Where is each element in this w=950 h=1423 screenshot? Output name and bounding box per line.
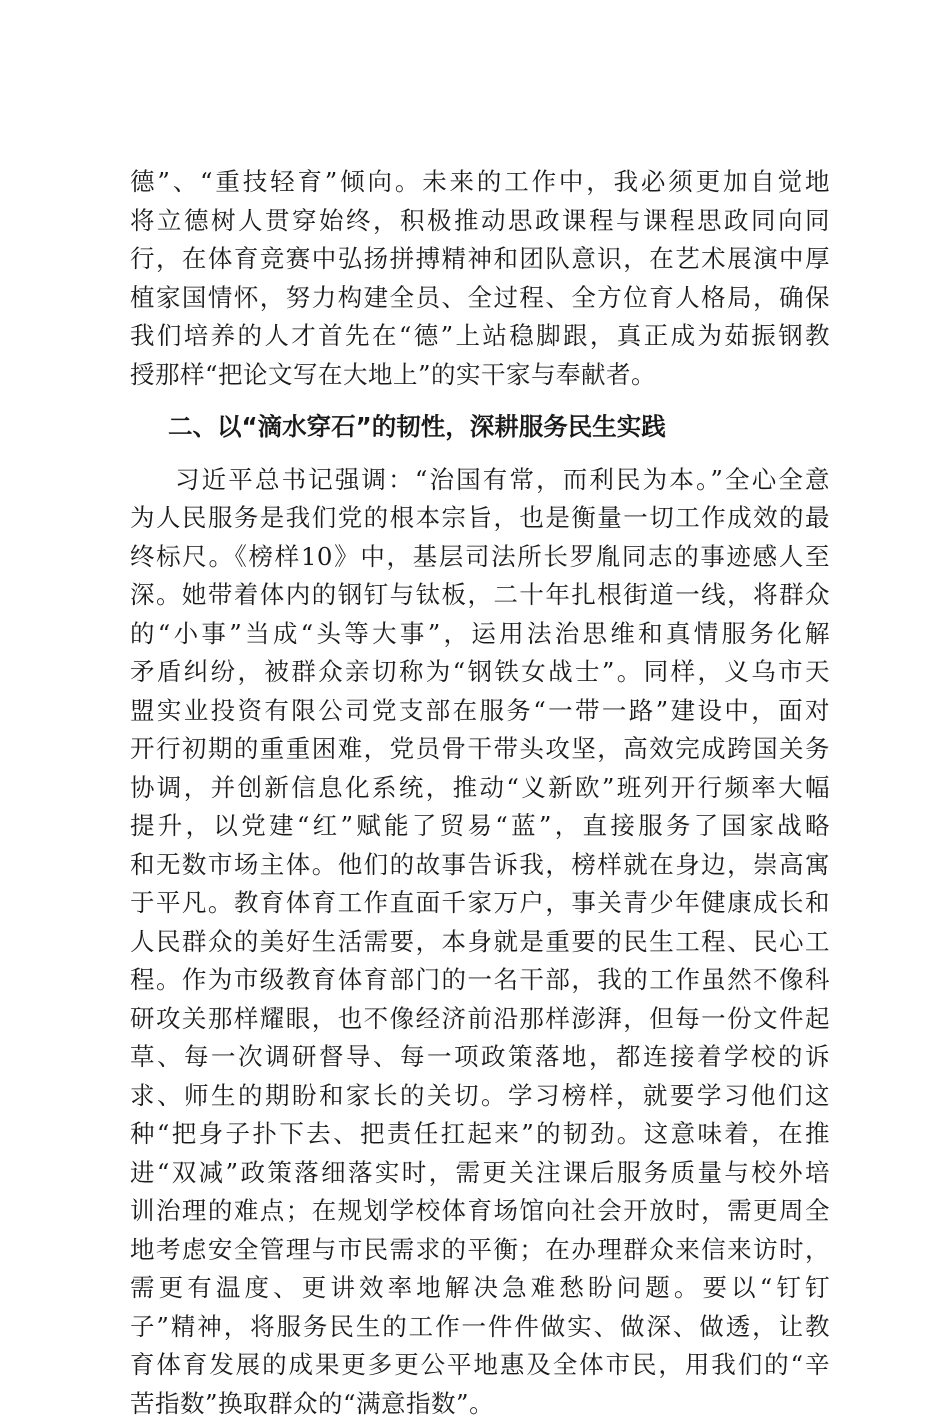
paragraph-line: 需更有温度、更讲效率地解决急难愁盼问题。要以“钉钉 (130, 1269, 830, 1308)
document-page (130, 163, 830, 1423)
paragraph-line: 育体育发展的成果更多更公平地惠及全体市民，用我们的“辛 (130, 1346, 830, 1385)
paragraph-line: 盟实业投资有限公司党支部在服务“一带一路”建设中，面对 (130, 692, 830, 731)
paragraph-line: 德”、“重技轻育”倾向。未来的工作中，我必须更加自觉地 (130, 163, 830, 202)
paragraph-line: 和无数市场主体。他们的故事告诉我，榜样就在身边，崇高寓 (130, 846, 830, 885)
paragraph-line: 将立德树人贯穿始终，积极推动思政课程与课程思政同向同 (130, 202, 830, 241)
paragraph-line: 我们培养的人才首先在“德”上站稳脚跟，真正成为茹振钢教 (130, 317, 830, 356)
paragraph-line: 行，在体育竞赛中弘扬拼搏精神和团队意识，在艺术展演中厚 (130, 240, 830, 279)
paragraph-line: 深。她带着体内的钢钉与钛板，二十年扎根街道一线，将群众 (130, 576, 830, 615)
paragraph-line: 子”精神，将服务民生的工作一件件做实、做深、做透，让教 (130, 1308, 830, 1347)
paragraph-1 (130, 163, 830, 394)
paragraph-line: 授那样“把论文写在大地上”的实干家与奉献者。 (130, 356, 830, 395)
paragraph-line: 草、每一次调研督导、每一项政策落地，都连接着学校的诉 (130, 1038, 830, 1077)
paragraph-line: 终标尺。《榜样10》中，基层司法所长罗胤同志的事迹感人至 (130, 538, 830, 577)
paragraph-line: 植家国情怀，努力构建全员、全过程、全方位育人格局，确保 (130, 279, 830, 318)
paragraph-line: 协调，并创新信息化系统，推动“义新欧”班列开行频率大幅 (130, 769, 830, 808)
paragraph-line: 人民群众的美好生活需要，本身就是重要的民生工程、民心工 (130, 923, 830, 962)
paragraph-2 (130, 461, 830, 1423)
section-heading: 二、以“滴水穿石”的韧性，深耕服务民生实践 (130, 408, 830, 447)
paragraph-line: 于平凡。教育体育工作直面千家万户，事关青少年健康成长和 (130, 884, 830, 923)
paragraph-line: 程。作为市级教育体育部门的一名干部，我的工作虽然不像科 (130, 961, 830, 1000)
paragraph-line: 为人民服务是我们党的根本宗旨，也是衡量一切工作成效的最 (130, 499, 830, 538)
paragraph-line: 矛盾纠纷，被群众亲切称为“钢铁女战士”。同样，义乌市天 (130, 653, 830, 692)
paragraph-line: 开行初期的重重困难，党员骨干带头攻坚，高效完成跨国关务 (130, 730, 830, 769)
paragraph-line: 研攻关那样耀眼，也不像经济前沿那样澎湃，但每一份文件起 (130, 1000, 830, 1039)
paragraph-line: 进“双减”政策落细落实时，需更关注课后服务质量与校外培 (130, 1154, 830, 1193)
paragraph-line: 习近平总书记强调：“治国有常，而利民为本。”全心全意 (130, 461, 830, 500)
paragraph-line: 求、师生的期盼和家长的关切。学习榜样，就要学习他们这 (130, 1077, 830, 1116)
paragraph-line: 训治理的难点；在规划学校体育场馆向社会开放时，需更周全 (130, 1192, 830, 1231)
paragraph-line: 的“小事”当成“头等大事”，运用法治思维和真情服务化解 (130, 615, 830, 654)
paragraph-line: 地考虑安全管理与市民需求的平衡；在办理群众来信来访时， (130, 1231, 830, 1270)
paragraph-line: 种“把身子扑下去、把责任扛起来”的韧劲。这意味着，在推 (130, 1115, 830, 1154)
paragraph-line: 苦指数”换取群众的“满意指数”。 (130, 1385, 830, 1423)
paragraph-line: 提升，以党建“红”赋能了贸易“蓝”，直接服务了国家战略 (130, 807, 830, 846)
